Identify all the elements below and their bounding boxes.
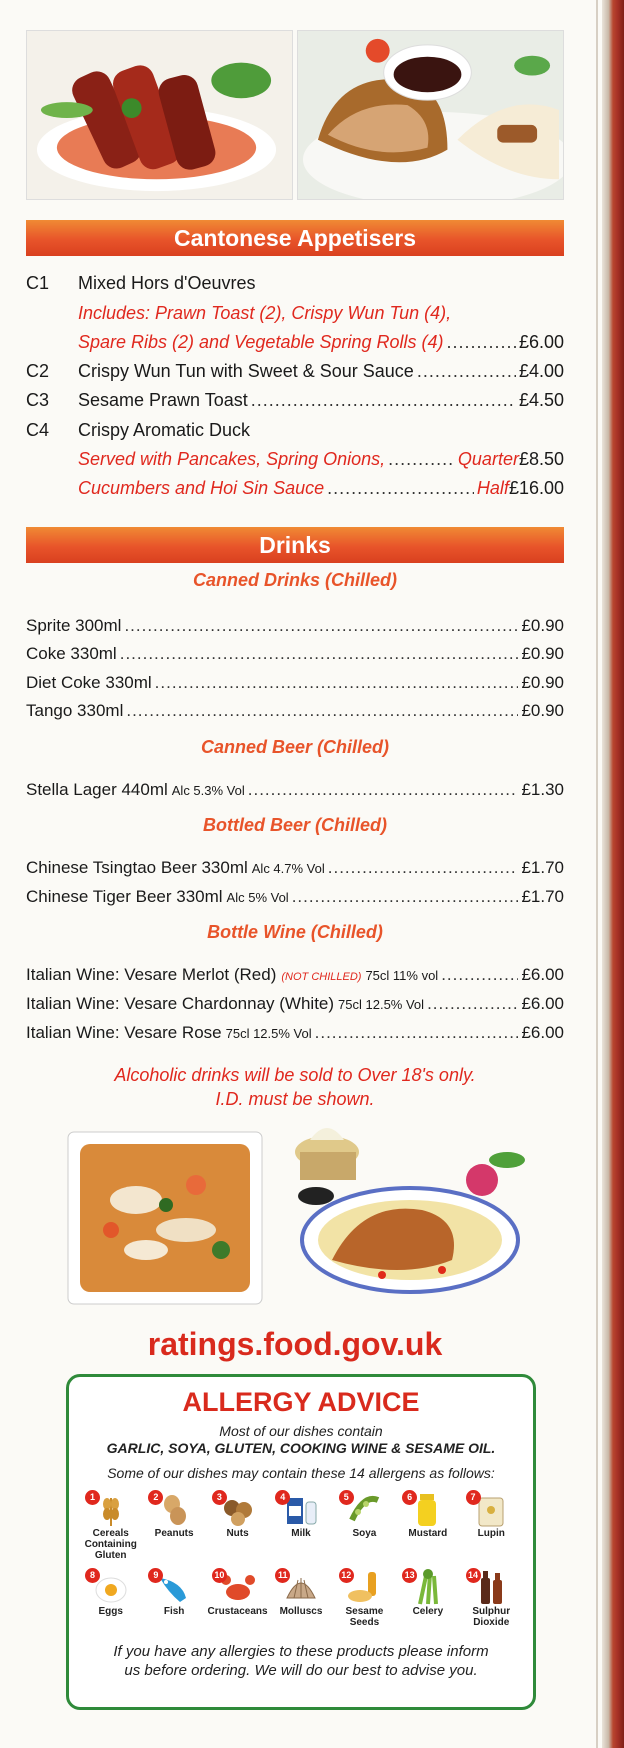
allergen-label: Nuts (226, 1528, 249, 1539)
drink-name: Italian Wine: Vesare Chardonnay (White) (26, 994, 335, 1013)
allergen-label: Peanuts (154, 1528, 194, 1539)
allergy-footer (69, 1642, 533, 1680)
allergen-item (460, 1490, 523, 1562)
leader-dots (447, 330, 516, 354)
drink-price: £6.00 (521, 994, 564, 1013)
wine-chardonnay (26, 992, 564, 1017)
drink-name: Chinese Tsingtao Beer 330ml (26, 858, 248, 877)
item-name: Mixed Hors d'Oeuvres (78, 273, 256, 293)
leader-dots (441, 963, 518, 987)
drink-name: Stella Lager 440ml (26, 780, 168, 799)
item-name: Crispy Aromatic Duck (78, 420, 251, 440)
drink-name: Sprite 300ml (26, 616, 122, 635)
allergen-grid (69, 1490, 533, 1640)
item-name: Crispy Wun Tun with Sweet & Sour Sauce (78, 361, 414, 381)
drink-detail: Alc 5.3% Vol (171, 783, 245, 798)
allergen-item (206, 1568, 269, 1640)
drink-tiger (26, 885, 564, 910)
menu-item-c1-includes (26, 301, 564, 325)
leader-dots (248, 778, 519, 802)
allergen-item (206, 1490, 269, 1562)
allergen-number: 10 (212, 1568, 227, 1583)
leader-dots (251, 388, 516, 412)
drink-coke (26, 642, 564, 666)
allergen-item (142, 1490, 205, 1562)
leader-dots (328, 856, 519, 880)
allergen-item (269, 1568, 332, 1640)
drink-name: Italian Wine: Vesare Rose (26, 1023, 222, 1042)
drink-detail: 75cl 12.5% Vol (225, 1026, 312, 1041)
item-description: Spare Ribs (2) and Vegetable Spring Rolls (4) (78, 332, 444, 352)
appetisers-title: Cantonese Appetisers (26, 220, 564, 256)
menu-item-c3 (26, 388, 564, 412)
drink-price: £6.00 (521, 965, 564, 984)
allergen-label: Celery (412, 1606, 444, 1617)
allergen-item (79, 1490, 142, 1562)
allergy-advice-box (66, 1374, 536, 1710)
item-code: C2 (26, 361, 50, 381)
leader-dots (417, 359, 516, 383)
peking-duck-photo (297, 30, 564, 200)
page-edge-line (596, 0, 598, 1748)
spare-ribs-photo (26, 30, 293, 200)
menu-item-c4-quarter (26, 447, 564, 471)
leader-dots (120, 642, 519, 666)
item-price: £6.00 (518, 332, 564, 352)
drink-detail: 75cl 11% vol (365, 968, 439, 983)
drink-name: Diet Coke 330ml (26, 673, 152, 692)
menu-item-c1-includes-2 (26, 330, 564, 354)
leader-dots (388, 447, 455, 471)
menu-item-c4 (26, 418, 564, 442)
allergen-item (460, 1568, 523, 1640)
wine-merlot (26, 963, 564, 989)
menu-item-c2 (26, 359, 564, 383)
drink-price: £0.90 (521, 644, 564, 663)
drink-price: £1.70 (521, 858, 564, 877)
allergen-label: Mustard (408, 1528, 448, 1539)
ratings-url: ratings.food.gov.uk (147, 1326, 443, 1362)
allergen-item (333, 1568, 396, 1640)
allergy-ingredients: GARLIC, SOYA, GLUTEN, COOKING WINE & SESAME OIL. (106, 1440, 496, 1456)
allergen-number: 14 (466, 1568, 481, 1583)
allergen-number: 7 (466, 1490, 481, 1505)
item-price: £16.00 (508, 478, 564, 498)
allergen-item (142, 1568, 205, 1640)
leader-dots (427, 992, 518, 1016)
item-code: C1 (26, 273, 50, 293)
item-name: Sesame Prawn Toast (78, 390, 248, 410)
allergy-intro-2: Some of our dishes may contain these 14 allergens as follows: (107, 1465, 495, 1481)
drink-price: £0.90 (521, 673, 564, 692)
leader-dots (327, 476, 474, 500)
leader-dots (315, 1021, 519, 1045)
age-warning-line1: Alcoholic drinks will be sold to Over 18's only. (114, 1065, 476, 1085)
allergen-label: Cereals Containing Gluten (84, 1528, 137, 1561)
age-warning (26, 1063, 564, 1111)
wine-heading: Bottle Wine (Chilled) (207, 922, 383, 942)
menu-spine (602, 0, 624, 1748)
drink-price: £0.90 (521, 701, 564, 720)
canned-beer-heading: Canned Beer (Chilled) (200, 737, 390, 757)
allergen-number: 2 (148, 1490, 163, 1505)
item-price: £4.50 (518, 390, 564, 410)
drink-detail: 75cl 12.5% Vol (338, 997, 425, 1012)
leader-dots (292, 885, 519, 909)
item-code: C3 (26, 390, 50, 410)
bottled-beer-heading: Bottled Beer (Chilled) (202, 815, 387, 835)
allergy-title: ALLERGY ADVICE (182, 1387, 420, 1417)
allergen-number: 12 (339, 1568, 354, 1583)
drink-name: Coke 330ml (26, 644, 117, 663)
allergen-label: Sesame Seeds (345, 1606, 384, 1628)
leader-dots (155, 671, 519, 695)
allergen-number: 13 (402, 1568, 417, 1583)
allergen-label: Molluscs (279, 1606, 323, 1617)
leader-dots (124, 614, 518, 638)
allergen-number: 9 (148, 1568, 163, 1583)
allergen-label: Lupin (477, 1528, 505, 1539)
wine-rose (26, 1021, 564, 1046)
allergen-label: Milk (291, 1528, 311, 1539)
item-description: Includes: Prawn Toast (2), Crispy Wun Tun (4), (78, 303, 452, 323)
drink-price: £1.70 (521, 887, 564, 906)
squid-dish-photo (66, 1130, 264, 1306)
allergen-label: Sulphur Dioxide (472, 1606, 511, 1628)
allergy-footer-line2: us before ordering. We will do our best to advise you. (124, 1662, 478, 1679)
allergen-item (396, 1568, 459, 1640)
drink-detail: Alc 5% Vol (226, 890, 289, 905)
item-size: Half (476, 478, 509, 498)
drink-name: Tango 330ml (26, 701, 124, 720)
allergen-label: Soya (352, 1528, 377, 1539)
drink-price: £6.00 (521, 1023, 564, 1042)
menu-item-c1 (26, 271, 564, 295)
canned-drinks-heading: Canned Drinks (Chilled) (192, 570, 398, 590)
allergy-intro: Most of our dishes contain (219, 1423, 383, 1439)
drink-name: Italian Wine: Vesare Merlot (Red) (26, 965, 277, 984)
allergen-number: 8 (85, 1568, 100, 1583)
leader-dots (126, 699, 518, 723)
drink-detail: Alc 4.7% Vol (251, 861, 325, 876)
drinks-title: Drinks (26, 527, 564, 563)
drink-tsingtao (26, 856, 564, 881)
drink-sprite (26, 614, 564, 638)
item-description: Cucumbers and Hoi Sin Sauce (78, 478, 325, 498)
allergen-label: Fish (163, 1606, 185, 1617)
item-code: C4 (26, 420, 50, 440)
allergen-item (333, 1490, 396, 1562)
drink-note: (NOT CHILLED) (281, 971, 362, 983)
allergen-number: 5 (339, 1490, 354, 1505)
allergen-number: 11 (275, 1568, 290, 1583)
menu-item-c4-half (26, 476, 564, 500)
drink-stella (26, 778, 564, 803)
duck-platter-photo (292, 1120, 532, 1310)
drink-name: Chinese Tiger Beer 330ml (26, 887, 223, 906)
allergen-item (396, 1490, 459, 1562)
drink-diet-coke (26, 671, 564, 695)
allergy-footer-line1: If you have any allergies to these products please inform (113, 1643, 489, 1660)
item-description: Served with Pancakes, Spring Onions, (78, 449, 386, 469)
drink-price: £1.30 (521, 780, 564, 799)
drink-price: £0.90 (521, 616, 564, 635)
item-size: Quarter (457, 449, 519, 469)
allergen-item (79, 1568, 142, 1640)
allergen-label: Crustaceans (207, 1606, 268, 1617)
drink-tango (26, 699, 564, 723)
allergen-number: 4 (275, 1490, 290, 1505)
allergen-label: Eggs (98, 1606, 123, 1617)
allergen-item (269, 1490, 332, 1562)
top-photo-row (26, 30, 564, 200)
item-price: £8.50 (518, 449, 564, 469)
allergen-number: 1 (85, 1490, 100, 1505)
allergen-number: 6 (402, 1490, 417, 1505)
item-price: £4.00 (518, 361, 564, 381)
age-warning-line2: I.D. must be shown. (215, 1089, 375, 1109)
allergen-number: 3 (212, 1490, 227, 1505)
